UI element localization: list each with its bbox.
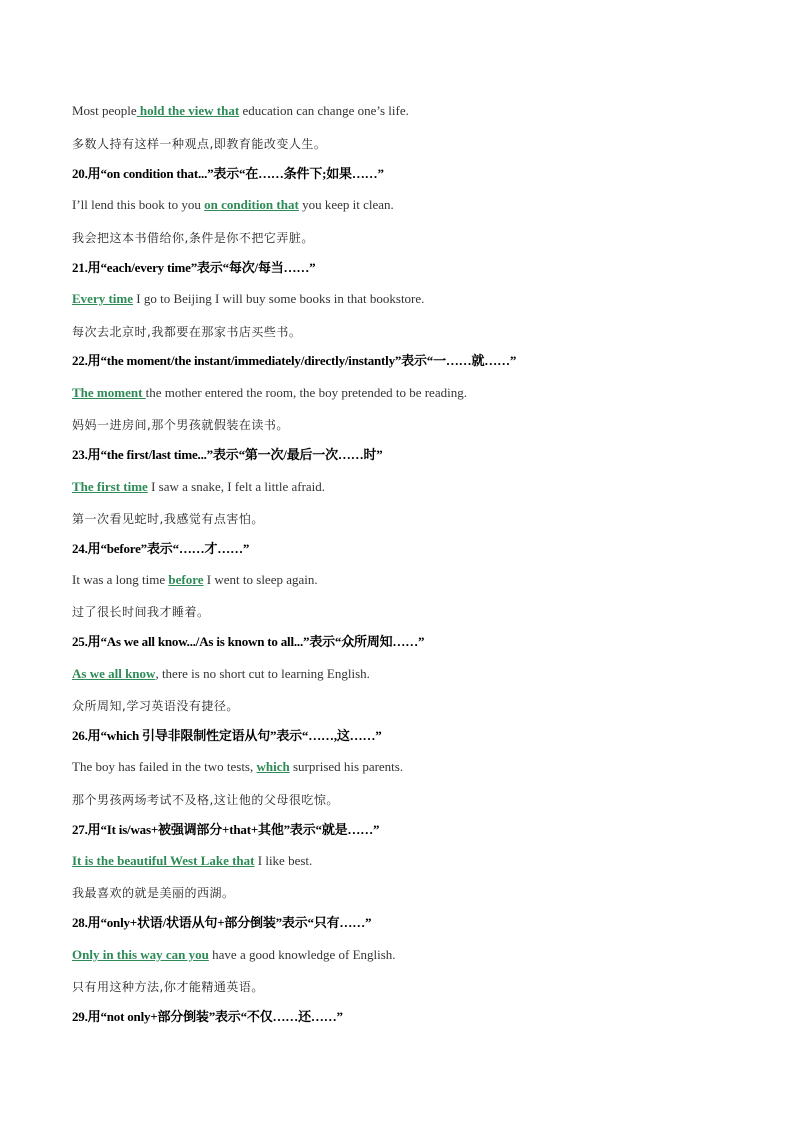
example-sentence	[72, 196, 394, 214]
section-heading: 27.用“It is/was+被强调部分+that+其他”表示“就是……”	[72, 822, 380, 837]
sentence-text: the mother entered the room, the boy pretended to be reading.	[145, 385, 467, 400]
sentence-text: I’ll lend this book to you	[72, 197, 205, 212]
sentence-text: I like best.	[254, 853, 313, 868]
sentence-text: you keep it clean.	[298, 197, 394, 212]
section-heading: 28.用“only+状语/状语从句+部分倒装”表示“只有……”	[72, 915, 372, 930]
sentence-text: I go to Beijing I will buy some books in that bookstore.	[133, 291, 425, 306]
highlighted-phrase: Only in this way can you	[72, 947, 209, 962]
example-sentence	[72, 102, 409, 120]
highlighted-phrase: It is the beautiful West Lake that	[72, 853, 255, 868]
example-sentence	[72, 290, 424, 308]
example-sentence	[72, 946, 396, 964]
highlighted-phrase: Every time	[72, 291, 134, 306]
section-heading: 23.用“the first/last time...”表示“第一次/最后一次……时”	[72, 447, 383, 462]
sentence-text: I saw a snake, I felt a little afraid.	[147, 479, 326, 494]
sentence-text: It was a long time	[72, 572, 169, 587]
highlighted-phrase: As we all know	[72, 666, 156, 681]
highlighted-phrase: which	[256, 759, 290, 774]
chinese-translation: 我会把这本书借给你,条件是你不把它弄脏。	[72, 231, 314, 245]
chinese-translation: 多数人持有这样一种观点,即教育能改变人生。	[72, 137, 327, 151]
highlighted-phrase: The first time	[72, 479, 148, 494]
chinese-translation: 第一次看见蛇时,我感觉有点害怕。	[72, 512, 264, 526]
section-heading: 24.用“before”表示“……才……”	[72, 541, 250, 556]
section-heading: 29.用“not only+部分倒装”表示“不仅……还……”	[72, 1009, 343, 1024]
section-heading: 22.用“the moment/the instant/immediately/directly/instantly”表示“一……就……”	[72, 353, 517, 368]
section-heading: 25.用“As we all know.../As is known to all...”表示“众所周知……”	[72, 634, 425, 649]
example-sentence	[72, 384, 467, 402]
sentence-text: The boy has failed in the two tests,	[72, 759, 257, 774]
highlighted-phrase: hold the view that	[136, 103, 240, 118]
chinese-translation: 只有用这种方法,你才能精通英语。	[72, 980, 264, 994]
example-sentence	[72, 571, 318, 589]
highlighted-phrase: before	[168, 572, 204, 587]
section-heading: 26.用“which 引导非限制性定语从句”表示“……,这……”	[72, 728, 382, 743]
example-sentence	[72, 665, 370, 683]
sentence-text: Most people	[72, 103, 137, 118]
sentence-text: surprised his parents.	[289, 759, 404, 774]
section-heading: 21.用“each/every time”表示“每次/每当……”	[72, 260, 316, 275]
chinese-translation: 每次去北京时,我都要在那家书店买些书。	[72, 325, 302, 339]
chinese-translation: 众所周知,学习英语没有捷径。	[72, 699, 239, 713]
example-sentence	[72, 758, 403, 776]
highlighted-phrase: on condition that	[204, 197, 299, 212]
example-sentence	[72, 478, 325, 496]
sentence-text: education can change one’s life.	[239, 103, 409, 118]
highlighted-phrase: The moment	[72, 385, 146, 400]
chinese-translation: 那个男孩两场考试不及格,这让他的父母很吃惊。	[72, 793, 339, 807]
sentence-text: have a good knowledge of English.	[208, 947, 396, 962]
sentence-text: I went to sleep again.	[203, 572, 318, 587]
chinese-translation: 我最喜欢的就是美丽的西湖。	[72, 886, 235, 900]
sentence-text: , there is no short cut to learning English.	[155, 666, 370, 681]
section-heading: 20.用“on condition that...”表示“在……条件下;如果……”	[72, 166, 384, 181]
example-sentence	[72, 852, 312, 870]
chinese-translation: 过了很长时间我才睡着。	[72, 605, 210, 619]
chinese-translation: 妈妈一进房间,那个男孩就假装在读书。	[72, 418, 289, 432]
